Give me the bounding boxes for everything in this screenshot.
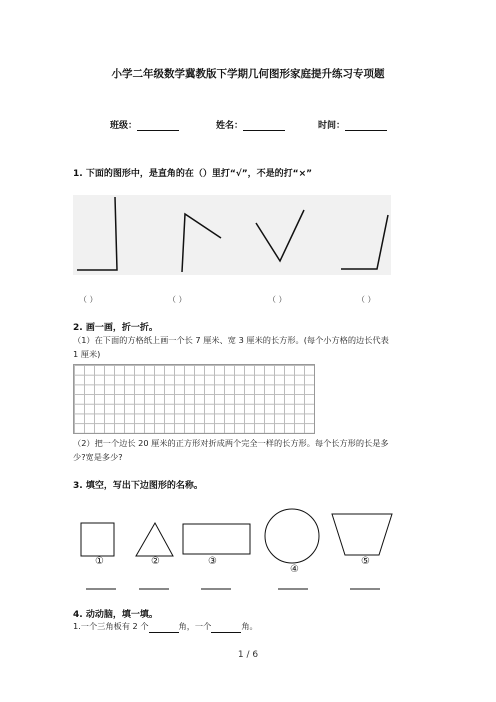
time-label: 时间： <box>318 121 346 131</box>
angle-figures <box>73 195 391 275</box>
shape-square <box>81 523 114 556</box>
shape-triangle <box>136 523 173 556</box>
angle-figure-3 <box>256 210 304 261</box>
shape-label-4: ④ <box>290 564 299 575</box>
angle-figure-4 <box>341 215 388 269</box>
answer-paren-1: （ ） <box>79 295 98 304</box>
shape-label-2: ② <box>151 556 160 567</box>
answer-paren-3: （ ） <box>268 295 287 304</box>
answer-paren-4: （ ） <box>357 295 376 304</box>
class-blank <box>137 120 179 131</box>
name-label: 姓名： <box>216 121 244 131</box>
shape-label-1: ① <box>95 556 104 567</box>
class-label: 班级： <box>110 121 138 131</box>
square-grid-paper <box>73 364 315 434</box>
name-blank <box>243 120 285 131</box>
time-blank <box>345 120 387 131</box>
shape-rectangle <box>183 524 250 554</box>
angle-figure-2 <box>182 214 221 272</box>
q2-heading: 2. 画一画，折一折。 <box>73 323 158 333</box>
name-field <box>216 118 285 131</box>
shape-label-5: ⑤ <box>361 556 370 567</box>
class-field <box>110 118 179 131</box>
shape-label-3: ③ <box>208 556 217 567</box>
q3-heading: 3. 填空，写出下边图形的名称。 <box>73 481 203 491</box>
q1-heading: 1. 下面的图形中，是直角的在（）里打“√”，不是的打“×” <box>73 169 313 179</box>
q4-blank-2 <box>211 622 241 633</box>
answer-paren-2: （ ） <box>168 295 187 304</box>
time-field <box>318 118 387 131</box>
q2-part1-text: （1）在下面的方格纸上画一个长 7 厘米、宽 3 厘米的长方形。(每个小方格的边长代表 1 厘米) <box>73 335 389 359</box>
q4-line1-part-b: 角，一个 <box>178 621 212 631</box>
q2-part2-text: （2）把一个边长 20 厘米的正方形对折成两个完全一样的长方形。每个长方形的长是多少?宽是多少? <box>73 438 389 462</box>
q4-line1 <box>73 619 258 633</box>
shape-figures <box>73 500 393 600</box>
q4-line1-part-a: 1.一个三角板有 2 个 <box>73 621 149 631</box>
angle-figure-1 <box>77 197 117 270</box>
angle-figures-panel <box>73 195 391 275</box>
shape-trapezoid <box>332 514 392 555</box>
page-title: 小学二年级数学冀教版下学期几何图形家庭提升练习专项题 <box>111 68 385 80</box>
page-number: 1 / 6 <box>237 650 259 660</box>
q4-blank-1 <box>149 622 179 633</box>
q4-heading: 4. 动动脑，填一填。 <box>73 610 158 620</box>
q4-line1-part-c: 角。 <box>241 621 258 631</box>
shape-circle <box>265 509 319 563</box>
